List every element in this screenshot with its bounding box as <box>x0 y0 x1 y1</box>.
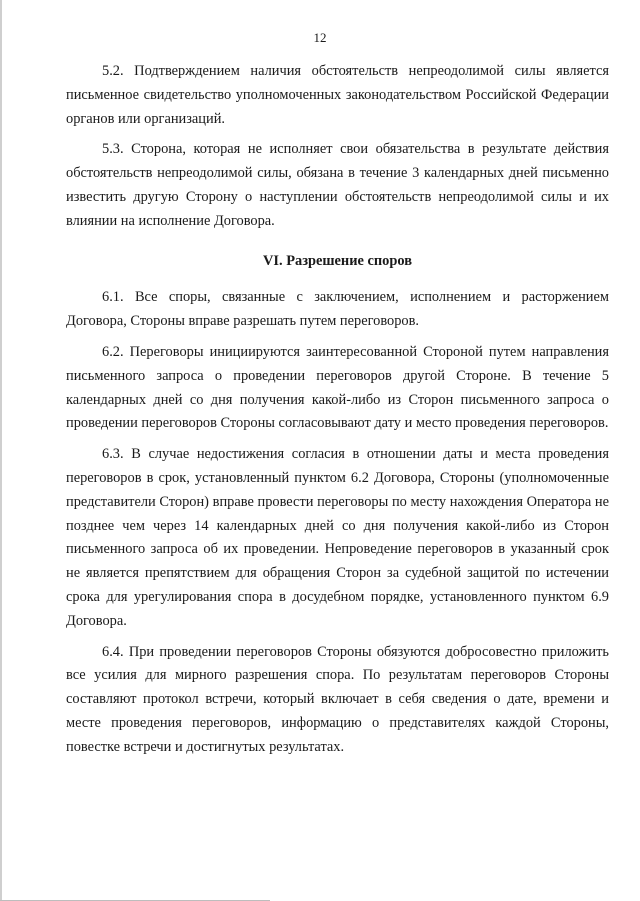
scan-edge <box>0 0 2 901</box>
section-heading: VI. Разрешение споров <box>263 252 412 269</box>
clause-5-3: 5.3. Сторона, которая не исполняет свои обязательства в результате действия обстоятельств непреодолимой силы, обязана в течение 3 календарных дней письменно известить другую Сторону о наступлении обстоятельств непреодолимой силы и их влиянии на исполнение Договора. <box>66 141 609 229</box>
document-body <box>66 60 609 767</box>
page-number: 12 <box>313 30 327 45</box>
clause-5-2: 5.2. Подтверждением наличия обстоятельств непреодолимой силы является письменное свидетельство уполномоченных законодательством Российской Федерации органов или организаций. <box>66 63 609 127</box>
clause-6-2: 6.2. Переговоры инициируются заинтересованной Стороной путем направления письменного запроса о проведении переговоров другой Стороне. В течение 5 календарных дней со дня получения какой-либо из Сторон письменного запроса о проведении переговоров Стороны согласовывают дату и место проведения переговоров. <box>66 343 609 432</box>
clause-6-4: 6.4. При проведении переговоров Стороны обязуются добросовестно приложить все усилия для мирного разрешения спора. По результатам переговоров Стороны составляют протокол встречи, который включает в себя сведения о дате, времени и месте проведения переговоров, информацию о представителях каждой Стороны, повестке встречи и достигнутых результатах. <box>66 643 609 755</box>
clause-6-3: 6.3. В случае недостижения согласия в отношении даты и места проведения переговоров в срок, установленный пунктом 6.2 Договора, Стороны (уполномоченные представители Сторон) вправе провести переговоры по месту нахождения Оператора не позднее чем через 14 календарных дней со дня получения какой-либо из Сторон письменного запроса об их проведении. Непроведение переговоров в указанный срок не является препятствием для обращения Сторон за судебной защитой по истечении срока для урегулирования спора в досудебном порядке, установленного пунктом 6.9 Договора. <box>66 446 609 629</box>
clause-6-1: 6.1. Все споры, связанные с заключением, исполнением и расторжением Договора, Стороны вправе разрешать путем переговоров. <box>66 289 609 330</box>
